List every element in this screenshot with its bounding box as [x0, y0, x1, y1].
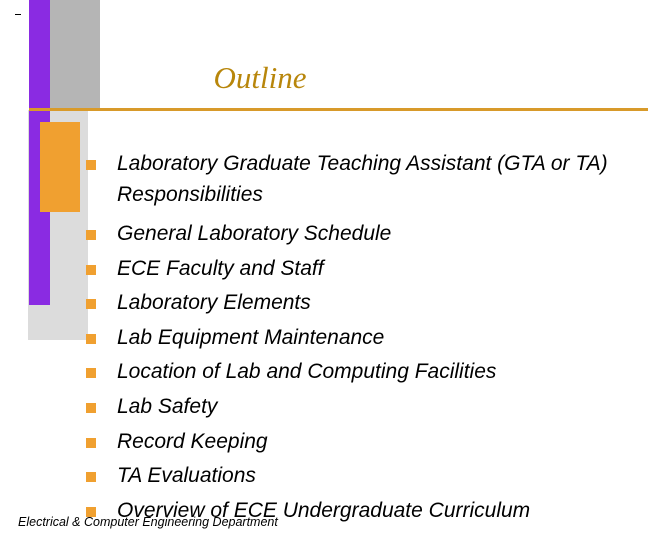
square-bullet-icon	[86, 299, 96, 309]
decorative-white-block	[0, 0, 29, 110]
square-bullet-icon	[86, 230, 96, 240]
title-underline	[29, 108, 648, 111]
outline-list	[86, 148, 638, 528]
list-item-text: Location of Lab and Computing Facilities	[117, 360, 497, 384]
list-item	[86, 286, 638, 321]
square-bullet-icon	[86, 438, 96, 448]
list-item	[86, 459, 638, 494]
list-item	[86, 355, 638, 390]
list-item	[86, 425, 638, 460]
square-bullet-icon	[86, 403, 96, 413]
list-item-text: Laboratory Elements	[117, 291, 311, 315]
slide-footer: Electrical & Computer Engineering Department	[18, 515, 278, 529]
list-item-text: General Laboratory Schedule	[117, 222, 392, 245]
list-item-text: Lab Safety	[117, 394, 218, 418]
list-item	[86, 252, 638, 287]
slide-title: Outline	[213, 60, 307, 95]
decorative-orange-block	[40, 122, 80, 212]
list-item	[86, 321, 638, 356]
square-bullet-icon	[86, 265, 96, 275]
list-item-text: Record Keeping	[117, 429, 268, 453]
list-item	[86, 390, 638, 425]
square-bullet-icon	[86, 368, 96, 378]
list-item	[86, 148, 638, 217]
list-item-text: Lab Equipment Maintenance	[117, 325, 385, 349]
list-item-text: Overview of ECE Undergraduate Curriculum	[117, 498, 531, 522]
corner-mark	[15, 14, 21, 15]
list-item	[86, 217, 638, 252]
list-item-text: ECE Faculty and Staff	[117, 256, 324, 280]
square-bullet-icon	[86, 160, 96, 170]
square-bullet-icon	[86, 472, 96, 482]
list-item-text: TA Evaluations	[117, 464, 256, 488]
square-bullet-icon	[86, 334, 96, 344]
list-item-text: Laboratory Graduate Teaching Assistant (GTA or TA) Responsibilities	[117, 152, 608, 206]
